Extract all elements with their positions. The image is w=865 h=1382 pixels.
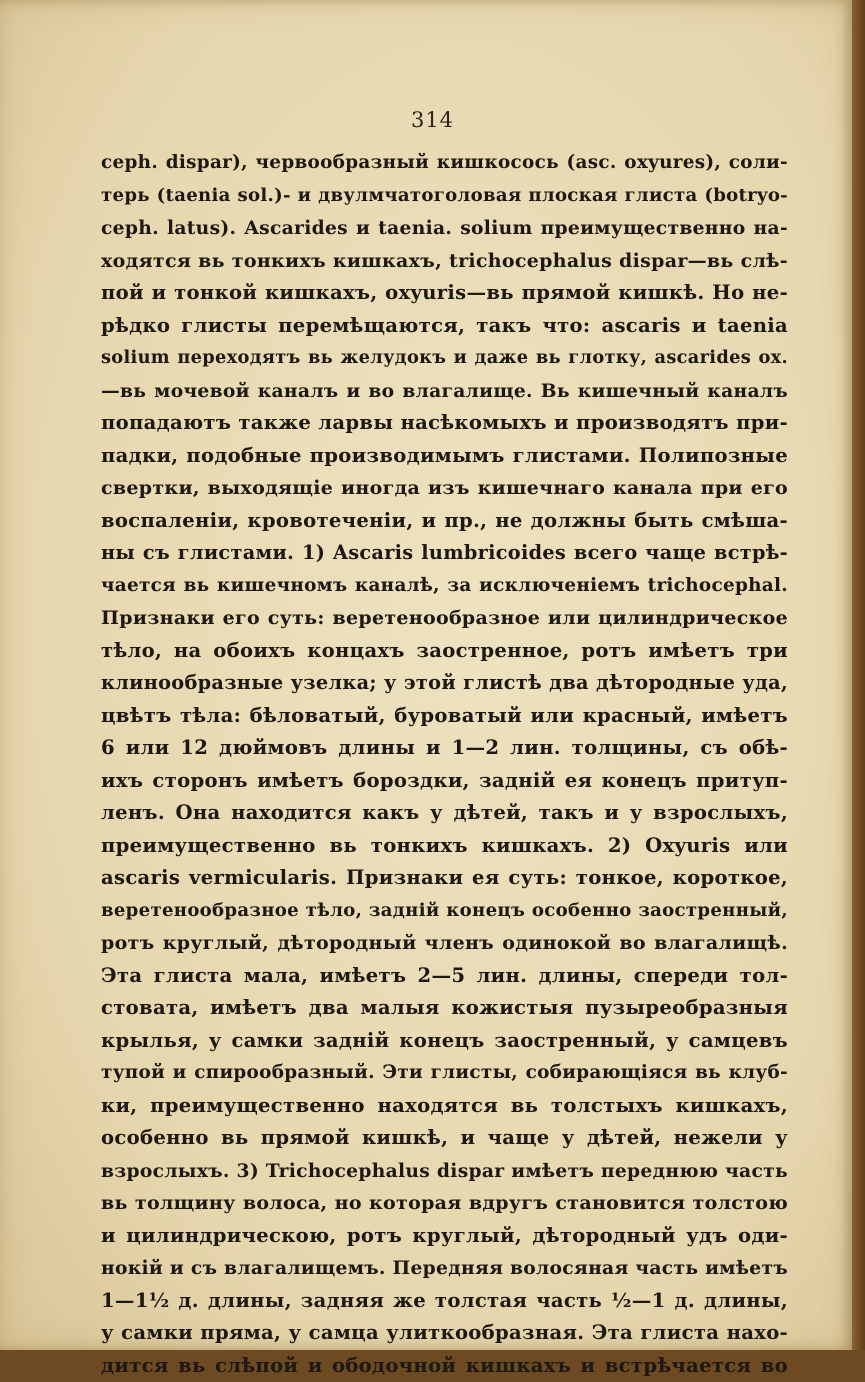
- text-line: веретенообразное тѣло, задній конецъ особенно заостренный,: [101, 895, 788, 928]
- text-line: у самки пряма, у самца улиткообразная. Эта глиста нахо-: [101, 1317, 788, 1350]
- text-line: падки, подобные производимымъ глистами. Полипозные: [101, 440, 788, 473]
- text-line: цвѣтъ тѣла: бѣловатый, буроватый или красный, имѣетъ: [101, 700, 788, 733]
- text-line: 1—1½ д. длины, задняя же толстая часть ½—1 д. длины,: [101, 1285, 788, 1318]
- text-line: тѣло, на обоихъ концахъ заостренное, ротъ имѣетъ три: [101, 635, 788, 668]
- text-line: чается вь кишечномъ каналѣ, за исключеніемъ trichocephal.: [101, 570, 788, 603]
- page-number: 314: [0, 108, 865, 132]
- text-line: вь толщину волоса, но которая вдругъ становится толстою: [101, 1187, 788, 1220]
- text-line: ны съ глистами. 1) Ascaris lumbricoides всего чаще встрѣ-: [101, 537, 788, 570]
- text-line: свертки, выходящіе иногда изъ кишечнаго канала при его: [101, 472, 788, 505]
- text-line: solium переходятъ вь желудокъ и даже вь глотку, ascarides ox.: [101, 342, 788, 375]
- text-line: 6 или 12 дюймовъ длины и 1—2 лин. толщины, съ обѣ-: [101, 732, 788, 765]
- text-line: ascaris vermicularis. Признаки ея суть: тонкое, короткое,: [101, 862, 788, 895]
- text-line: терь (taenia sol.)- и двулмчатоголовая плоская глиста (botryo-: [101, 180, 788, 213]
- text-line: ceph. dispar), червообразный кишкосось (asc. oxyures), соли-: [101, 147, 788, 180]
- text-line: взрослыхъ. 3) Trichocephalus dispar имѣетъ переднюю часть: [101, 1155, 788, 1188]
- text-line: Признаки его суть: веретенообразное или цилиндрическое: [101, 602, 788, 635]
- text-line: —вь мочевой каналъ и во влагалище. Вь кишечный каналъ: [101, 375, 788, 408]
- text-line: ходятся вь тонкихъ кишкахъ, trichocephalus dispar—вь слѣ-: [101, 245, 788, 278]
- text-line: ceph. latus). Ascarides и taenia. solium преимущественно на-: [101, 212, 788, 245]
- text-line: рѣдко глисты перемѣщаются, такъ что: ascaris и taenia: [101, 310, 788, 343]
- text-line: попадаютъ также ларвы насѣкомыхъ и производятъ при-: [101, 407, 788, 440]
- text-line: тупой и спирообразный. Эти глисты, собирающіяся вь клуб-: [101, 1057, 788, 1090]
- text-line: воспаленіи, кровотеченіи, и пр., не должны быть смѣша-: [101, 505, 788, 538]
- text-line: крылья, у самки задній конецъ заостренный, у самцевъ: [101, 1025, 788, 1058]
- text-line: ки, преимущественно находятся вь толстыхъ кишкахъ,: [101, 1090, 788, 1123]
- text-line: клинообразные узелка; у этой глистѣ два дѣтородные уда,: [101, 667, 788, 700]
- text-line: особенно вь прямой кишкѣ, и чаще у дѣтей, нежели у: [101, 1122, 788, 1155]
- text-line: дится вь слѣпой и ободочной кишкахъ и встрѣчается во: [101, 1350, 788, 1382]
- text-line: ихъ сторонъ имѣетъ бороздки, задній ея конецъ притуп-: [101, 765, 788, 798]
- body-text: [101, 147, 788, 1382]
- text-line: ротъ круглый, дѣтородный членъ одинокой во влагалищѣ.: [101, 927, 788, 960]
- text-line: пой и тонкой кишкахъ, oxyuris—вь прямой кишкѣ. Но не-: [101, 277, 788, 310]
- text-line: стовата, имѣетъ два малыя кожистыя пузыреобразныя: [101, 992, 788, 1025]
- text-line: и цилиндрическою, ротъ круглый, дѣтородный удъ оди-: [101, 1220, 788, 1253]
- text-line: преимущественно вь тонкихъ кишкахъ. 2) Oxyuris или: [101, 830, 788, 863]
- text-line: нокій и съ влагалищемъ. Передняя волосяная часть имѣетъ: [101, 1252, 788, 1285]
- text-line: Эта глиста мала, имѣетъ 2—5 лин. длины, спереди тол-: [101, 960, 788, 993]
- book-edge: [852, 0, 865, 1350]
- text-line: ленъ. Она находится какъ у дѣтей, такъ и у взрослыхъ,: [101, 797, 788, 830]
